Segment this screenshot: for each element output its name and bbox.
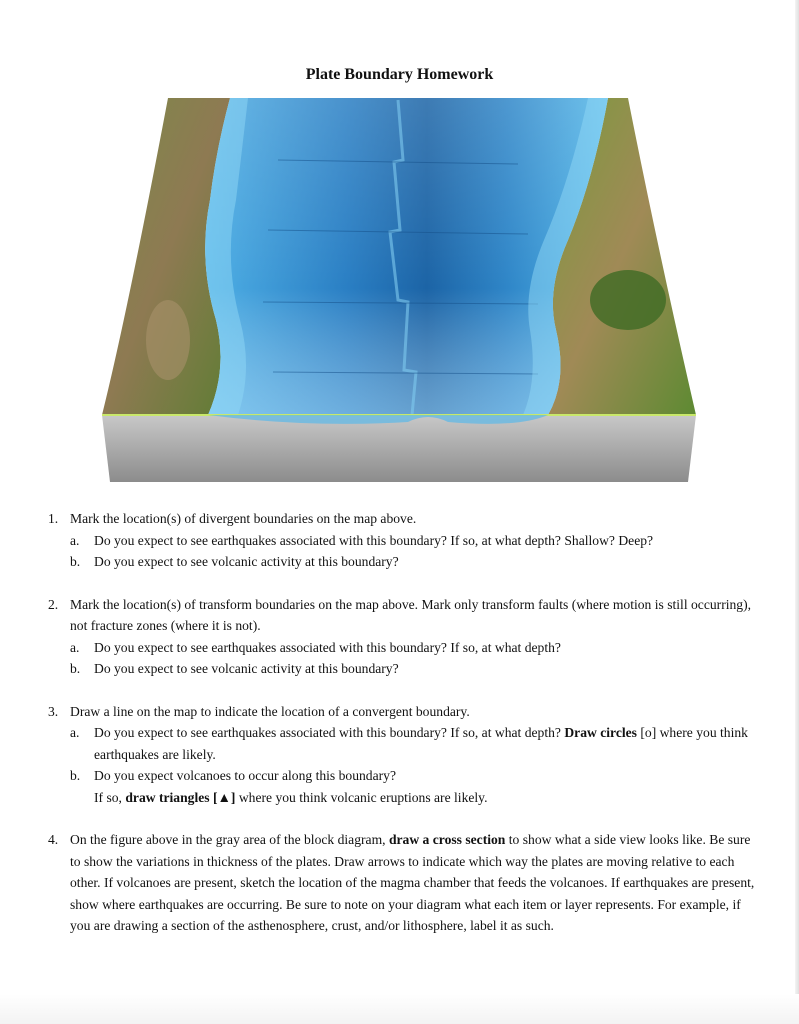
sub-question-text: If so,	[94, 789, 126, 805]
question-1	[48, 508, 758, 573]
question-number: 4.	[48, 832, 59, 847]
sub-question	[70, 722, 758, 765]
question-number: 3.	[48, 703, 59, 719]
question-list	[48, 508, 758, 958]
question-text: Mark the location(s) of transform boundaries on the map above. Mark only transform faults (where motion is still occurring), not fracture zones (where it is not).	[70, 596, 752, 633]
question-text: On the figure above in the gray area of the block diagram,	[70, 832, 389, 847]
sub-question-bold: Draw circles	[564, 725, 637, 740]
question-number: 1.	[48, 511, 59, 526]
sub-question-letter: a.	[70, 725, 80, 740]
sub-question-text: Do you expect to see volcanic activity at this boundary?	[94, 554, 399, 569]
question-3	[48, 701, 758, 809]
question-4	[48, 829, 758, 937]
sub-question	[70, 530, 758, 552]
sub-question-bold: draw triangles [▲]	[125, 789, 236, 805]
page-edge	[795, 0, 799, 1024]
question-2	[48, 594, 758, 680]
sub-question	[70, 637, 758, 659]
block-diagram	[98, 90, 700, 482]
cross-section-face	[102, 415, 696, 482]
sub-question-text: Do you expect to see volcanic activity at this boundary?	[94, 661, 399, 676]
sub-question	[70, 658, 758, 680]
sub-question-letter: a.	[70, 639, 80, 655]
page-bottom-edge	[0, 994, 799, 1024]
sub-question-letter: a.	[70, 532, 80, 548]
sub-question-text: Do you expect volcanoes to occur along this boundary?	[94, 768, 396, 783]
sub-question-letter: b.	[70, 768, 81, 783]
sub-question	[70, 551, 758, 573]
sub-question-text: Do you expect to see earthquakes associated with this boundary? If so, at what depth? Shallow? Deep?	[94, 532, 654, 548]
question-text: Mark the location(s) of divergent boundaries on the map above.	[70, 511, 417, 526]
sub-question-text: Do you expect to see earthquakes associated with this boundary? If so, at what depth?	[94, 639, 561, 655]
question-bold: draw a cross section	[388, 832, 506, 847]
sub-question-text: Do you expect to see earthquakes associated with this boundary? If so, at what depth?	[94, 725, 565, 740]
question-text-block	[70, 829, 758, 937]
sub-question-text: where you think volcanic eruptions are likely.	[235, 789, 488, 805]
sub-question-letter: b.	[70, 554, 81, 569]
sub-question	[70, 765, 758, 808]
sub-question-line	[94, 787, 758, 809]
page-title: Plate Boundary Homework	[305, 66, 494, 83]
forest-patch	[590, 270, 666, 330]
question-text: to show what a side view looks like. Be sure to show the variations in thickness of the plates. Draw arrows to indicate which way the plates are moving relative to each other. If volcanoes are present, sketch the location of the magma chamber that feeds the volcanoes. If earthquakes are present, show where earthquakes are occurring. Be sure to note on your diagram what each item or layer represents. For example, if you are drawing a section of the asthenosphere, crust, and/or lithosphere, label it as such.	[70, 832, 755, 933]
sub-question-letter: b.	[70, 661, 81, 676]
question-text: Draw a line on the map to indicate the location of a convergent boundary.	[70, 703, 470, 719]
sub-question-text: [o] where you think earthquakes are likely.	[94, 725, 748, 762]
question-number: 2.	[48, 596, 59, 612]
